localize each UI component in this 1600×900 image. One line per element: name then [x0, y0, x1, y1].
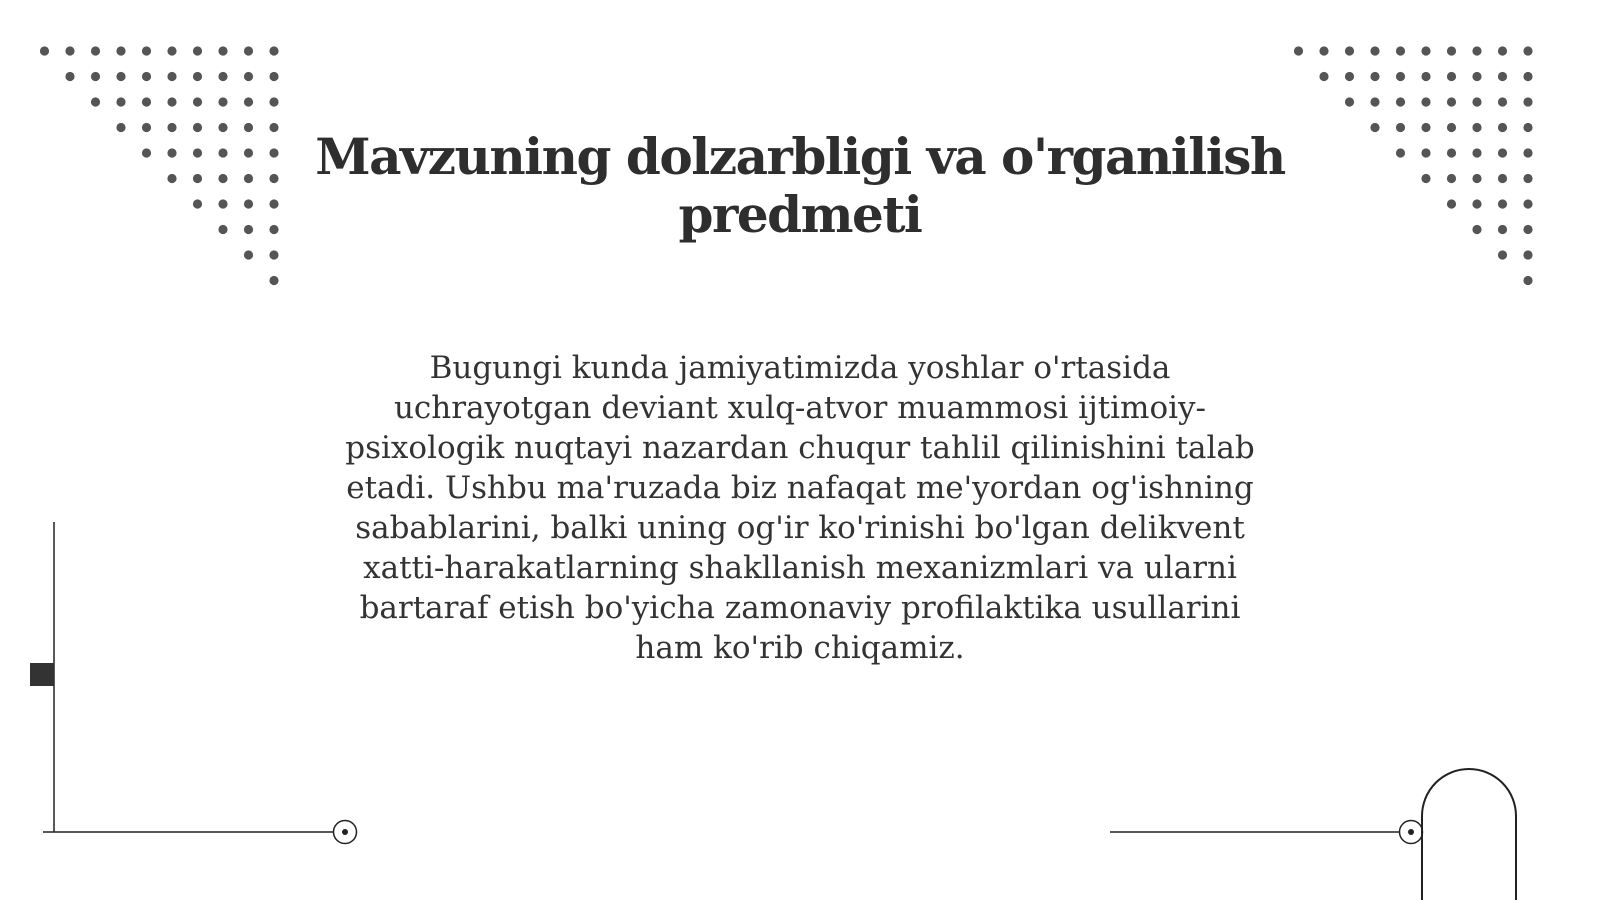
decorative-dot: [1421, 174, 1430, 183]
slide-title: Mavzuning dolzarbligi va o'rganilish predmeti: [315, 127, 1285, 244]
decorative-dot: [116, 72, 125, 81]
decorative-dot: [244, 250, 253, 259]
decorative-dot: [244, 46, 253, 55]
decorative-dot: [1447, 123, 1456, 132]
slide-body-text: Bugungi kunda jamiyatimizda yoshlar o'rtasida uchrayotgan deviant xulq-atvor muammosi ijtimoiy-psixologik nuqtayi nazardan chuqur tahlil qilinishini talab etadi. Ushbu ma'ruzada biz nafaqat me'yordan og'ishning sabablarini, balki uning og'ir ko'rinishi bo'lgan delikvent xatti-harakatlarning shakllanish mexanizmlari va ularni bartaraf etish bo'yicha zamonaviy profilaktika usullarini ham ko'rib chiqamiz.: [345, 350, 1255, 666]
decorative-dot: [244, 174, 253, 183]
decorative-dot: [1498, 46, 1507, 55]
decorative-dot: [142, 46, 151, 55]
decorative-dot: [1472, 46, 1481, 55]
decorative-dot: [1523, 46, 1532, 55]
decorative-dot: [167, 46, 176, 55]
decorative-dot: [1472, 123, 1481, 132]
decorative-dot: [269, 97, 278, 106]
decorative-dot: [269, 46, 278, 55]
decorative-dot: [116, 97, 125, 106]
dot-grid-right: [1294, 46, 1533, 285]
decorative-dot: [244, 97, 253, 106]
decorative-dot: [1498, 250, 1507, 259]
decorative-dot: [1319, 46, 1328, 55]
decorative-dot: [1447, 148, 1456, 157]
decorative-dot: [1421, 46, 1430, 55]
decorative-dot: [269, 250, 278, 259]
decorative-dot: [1396, 148, 1405, 157]
decorative-dot: [269, 123, 278, 132]
decorative-dot: [1396, 46, 1405, 55]
decorative-dot: [269, 174, 278, 183]
decorative-dot: [1472, 174, 1481, 183]
decorative-dot: [1421, 148, 1430, 157]
decorative-dot: [193, 72, 202, 81]
decorative-dot: [1523, 148, 1532, 157]
decorative-dot: [65, 46, 74, 55]
decorative-dot: [40, 46, 49, 55]
decorative-dot: [1345, 97, 1354, 106]
decorative-dot: [1396, 72, 1405, 81]
decorative-dot: [1447, 174, 1456, 183]
decorative-dot: [193, 46, 202, 55]
decorative-dot: [167, 174, 176, 183]
decorative-dot: [1523, 199, 1532, 208]
decorative-dot: [244, 72, 253, 81]
decorative-dot: [1447, 97, 1456, 106]
decorative-dot: [1421, 97, 1430, 106]
decorative-dot: [91, 97, 100, 106]
decorative-dot: [1472, 199, 1481, 208]
decorative-dot: [91, 72, 100, 81]
decorative-dot: [1472, 225, 1481, 234]
decorative-dot: [1472, 148, 1481, 157]
decorative-dot: [193, 199, 202, 208]
decorative-dot: [269, 225, 278, 234]
decorative-dot: [1370, 123, 1379, 132]
decorative-dot: [244, 225, 253, 234]
decorative-dot: [244, 148, 253, 157]
decorative-dot: [116, 123, 125, 132]
decorative-dot: [1370, 97, 1379, 106]
decorative-dot: [142, 123, 151, 132]
arch-outline: [1422, 769, 1516, 900]
decorative-dot: [1498, 97, 1507, 106]
square-marker: [30, 663, 54, 686]
circle-end-icon: [1400, 821, 1423, 844]
decorative-dot: [1370, 46, 1379, 55]
decorative-dot: [1523, 225, 1532, 234]
decorative-dot: [167, 97, 176, 106]
decorative-dot: [65, 72, 74, 81]
decorative-dot: [269, 276, 278, 285]
decorative-dot: [1345, 46, 1354, 55]
decorative-dot: [1498, 225, 1507, 234]
decorative-dot: [1447, 199, 1456, 208]
decorative-dot: [218, 97, 227, 106]
decorative-dot: [142, 148, 151, 157]
decorative-dot: [1396, 123, 1405, 132]
decorative-dot: [1498, 123, 1507, 132]
decorative-dot: [167, 123, 176, 132]
decorative-dot: [244, 123, 253, 132]
left-vertical-line: [30, 522, 54, 832]
decorative-dot: [1396, 97, 1405, 106]
decorative-dot: [269, 199, 278, 208]
decorative-dot: [1370, 72, 1379, 81]
decorative-dot: [1294, 46, 1303, 55]
decorative-dot: [193, 97, 202, 106]
bottom-left-line: [43, 821, 357, 844]
decorative-dot: [193, 148, 202, 157]
decorative-dot: [218, 123, 227, 132]
decorative-dot: [218, 225, 227, 234]
bottom-right-line: [1110, 821, 1423, 844]
decorative-dot: [1498, 174, 1507, 183]
decorative-dot: [269, 148, 278, 157]
decorative-dot: [1523, 72, 1532, 81]
decorative-dot: [218, 72, 227, 81]
decorative-dot: [244, 199, 253, 208]
decorative-dot: [142, 97, 151, 106]
decorative-dot: [1498, 199, 1507, 208]
decorative-dot: [1498, 148, 1507, 157]
decorative-dot: [1498, 72, 1507, 81]
decorative-dot: [167, 148, 176, 157]
decorative-dot: [1523, 97, 1532, 106]
decorative-dot: [167, 72, 176, 81]
decorative-dot: [1345, 72, 1354, 81]
decorative-dot: [1421, 123, 1430, 132]
decorative-dot: [1472, 72, 1481, 81]
decorative-dot: [91, 46, 100, 55]
decorative-dot: [1523, 250, 1532, 259]
circle-end-icon: [334, 821, 357, 844]
dot-grid-left: [40, 46, 279, 285]
decorative-dot: [218, 148, 227, 157]
decorative-dot: [1447, 72, 1456, 81]
decorative-dot: [218, 199, 227, 208]
decorative-dot: [1447, 46, 1456, 55]
decorative-dot: [1523, 276, 1532, 285]
decorative-dot: [193, 123, 202, 132]
decorative-dot: [1421, 72, 1430, 81]
decorative-dot: [142, 72, 151, 81]
decorative-dot: [1472, 97, 1481, 106]
decorative-dot: [269, 72, 278, 81]
decorative-dot: [218, 46, 227, 55]
decorative-dot: [116, 46, 125, 55]
decorative-dot: [193, 174, 202, 183]
decorative-dot: [1319, 72, 1328, 81]
decorative-dot: [1523, 123, 1532, 132]
decorative-dot: [1523, 174, 1532, 183]
decorative-dot: [218, 174, 227, 183]
